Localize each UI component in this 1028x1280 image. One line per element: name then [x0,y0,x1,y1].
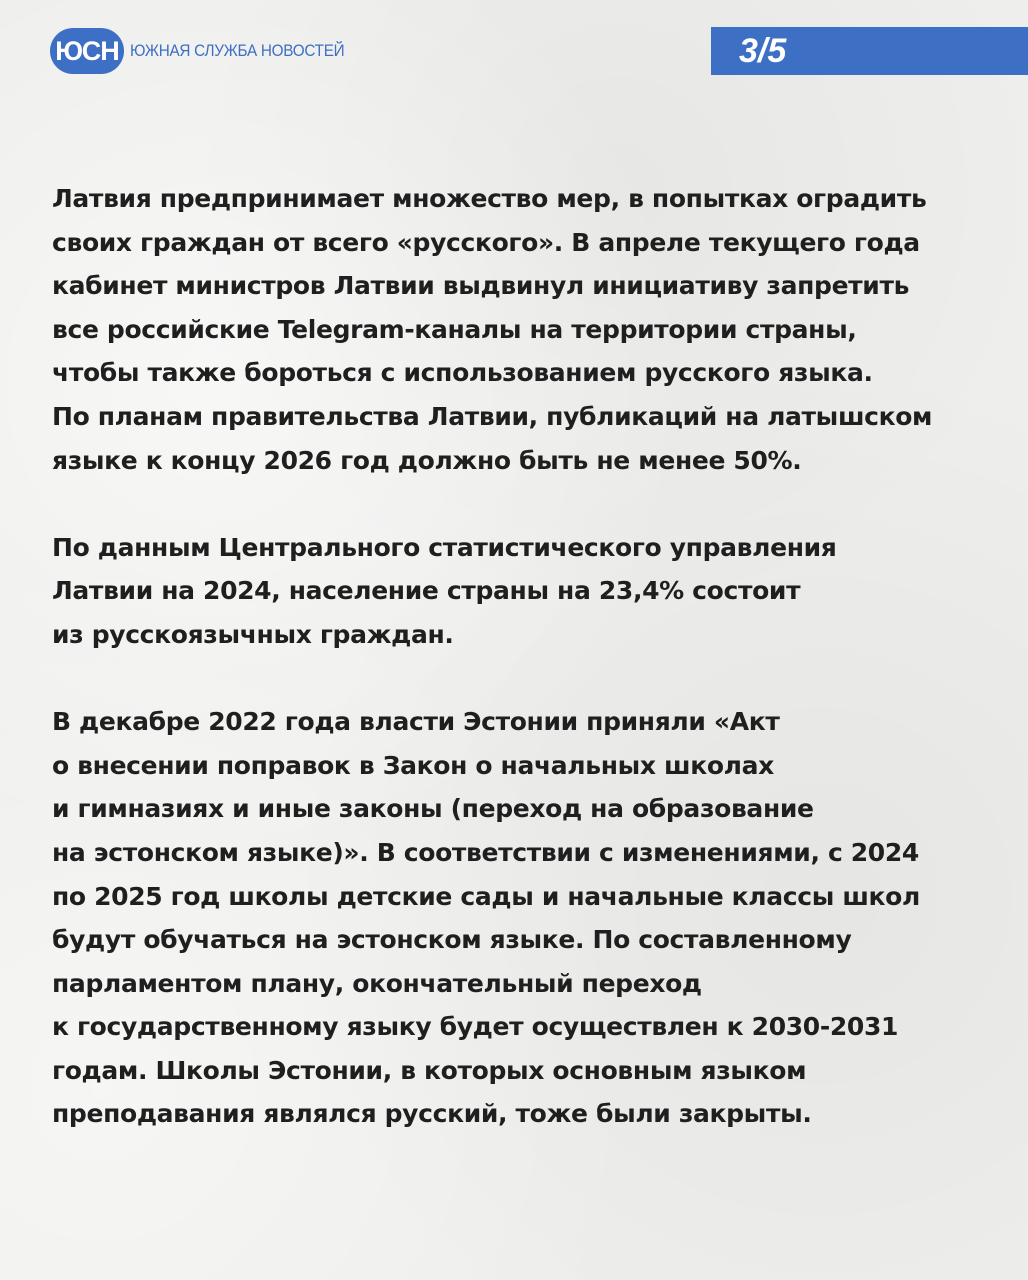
paragraph-latvia-statistics [52,526,992,657]
text-line: По планам правительства Латвии, публикаций на латышском [52,401,933,431]
header [0,0,1028,110]
text-line: языке к концу 2026 год должно быть не менее 50%. [52,445,802,475]
text-line: Латвия предпринимает множество мер, в попытках оградить [52,184,927,213]
text-line: Латвии на 2024, население страны на 23,4% состоит [52,576,801,606]
text-line: о внесении поправок в Закон о начальных школах [52,750,774,780]
text-line: на эстонском языке)». В соответствии с изменениями, с 2024 [52,837,919,867]
text-line: чтобы также бороться с использованием русского языка. [52,358,873,388]
text-line: В декабре 2022 года власти Эстонии приняли «Акт [52,707,780,737]
paragraph-estonia-education [52,700,992,1136]
article-body [52,177,992,1180]
text-line: из русскоязычных граждан. [52,619,454,649]
text-line: по 2025 год школы детские сады и начальные классы школ [52,881,920,911]
page-counter: 3/5 [711,27,1028,75]
logo-name: ЮЖНАЯ СЛУЖБА НОВОСТЕЙ [130,41,345,60]
text-line: будут обучаться на эстонском языке. По составленному [52,925,852,955]
text-line: По данным Центрального статистического управления [52,532,837,562]
text-line: и гимназиях и иные законы (переход на образование [52,794,814,824]
text-line: к государственному языку будет осуществлен к 2030-2031 [52,1012,899,1042]
text-line: годам. Школы Эстонии, в которых основным языком [52,1055,807,1085]
text-line: кабинет министров Латвии выдвинул инициативу запретить [52,271,910,301]
text-line: своих граждан от всего «русского». В апреле текущего года [52,227,920,257]
text-line: все российские Telegram-каналы на территории страны, [52,314,857,344]
logo-badge: ЮСН [50,28,124,74]
text-line: преподавания являлся русский, тоже были закрыты. [52,1099,812,1129]
text-line: парламентом плану, окончательный переход [52,968,702,998]
brand-logo[interactable] [50,27,368,75]
paragraph-latvia-measures [52,177,992,482]
